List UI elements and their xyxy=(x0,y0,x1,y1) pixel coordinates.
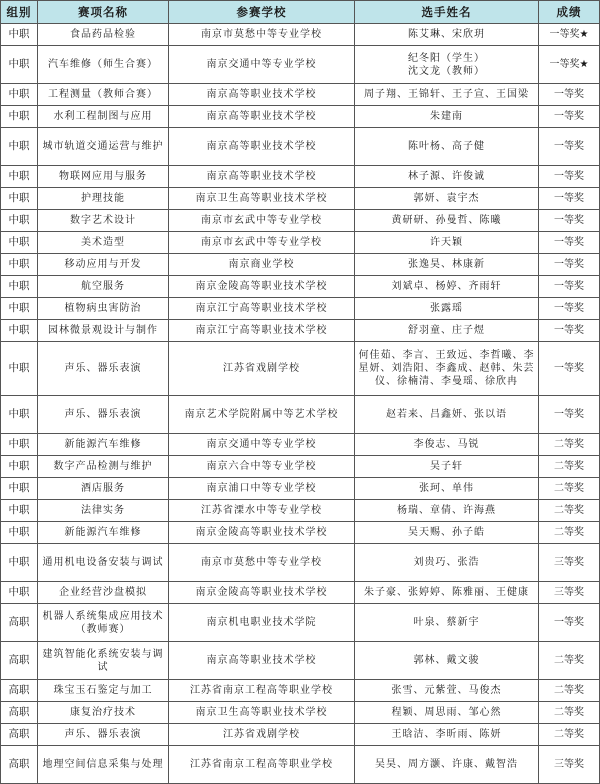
cell-award: 一等奖 xyxy=(539,396,600,434)
cell-players: 张逸昊、林康新 xyxy=(355,254,539,276)
table-row xyxy=(1,434,600,456)
table-row xyxy=(1,106,600,128)
cell-event: 珠宝玉石鉴定与加工 xyxy=(38,680,169,702)
cell-event: 新能源汽车维修 xyxy=(38,522,169,544)
cell-players: 何佳茹、李言、王致远、李哲曦、李星妍、刘浩阳、李鑫成、赵韩、朱芸仪、徐楠清、李曼瑶、徐欣冉 xyxy=(355,342,539,396)
cell-school: 南京高等职业技术学校 xyxy=(169,166,355,188)
cell-award: 一等奖 xyxy=(539,106,600,128)
cell-school: 南京机电职业技术学院 xyxy=(169,604,355,642)
cell-award: 二等奖 xyxy=(539,724,600,746)
cell-event: 数字产品检测与维护 xyxy=(38,456,169,478)
table-row xyxy=(1,456,600,478)
cell-school: 江苏省溧水中等专业学校 xyxy=(169,500,355,522)
cell-school: 南京浦口中等专业学校 xyxy=(169,478,355,500)
cell-event: 美术造型 xyxy=(38,232,169,254)
cell-school: 江苏省南京工程高等职业学校 xyxy=(169,746,355,784)
table-row xyxy=(1,342,600,396)
cell-school: 江苏省戏剧学校 xyxy=(169,342,355,396)
table-row xyxy=(1,84,600,106)
cell-award: 三等奖 xyxy=(539,746,600,784)
cell-award: 二等奖 xyxy=(539,680,600,702)
cell-award: 二等奖 xyxy=(539,456,600,478)
cell-school: 南京卫生高等职业技术学校 xyxy=(169,188,355,210)
table-row xyxy=(1,746,600,784)
cell-award: 二等奖 xyxy=(539,642,600,680)
cell-group: 中职 xyxy=(1,210,38,232)
table-row xyxy=(1,702,600,724)
cell-players: 陈艾琳、宋欣玥 xyxy=(355,24,539,46)
cell-group: 高职 xyxy=(1,642,38,680)
cell-players: 吴子轩 xyxy=(355,456,539,478)
cell-players: 吴昊、周方灏、许康、戴智浩 xyxy=(355,746,539,784)
cell-players: 赵若来、吕鑫妍、张以语 xyxy=(355,396,539,434)
cell-group: 高职 xyxy=(1,724,38,746)
cell-award: 二等奖 xyxy=(539,522,600,544)
cell-event: 声乐、器乐表演 xyxy=(38,342,169,396)
header-award: 成绩 xyxy=(539,1,600,24)
table-row xyxy=(1,188,600,210)
cell-school: 南京市玄武中等专业学校 xyxy=(169,232,355,254)
cell-award: 二等奖 xyxy=(539,478,600,500)
cell-event: 数字艺术设计 xyxy=(38,210,169,232)
cell-group: 中职 xyxy=(1,46,38,84)
cell-group: 中职 xyxy=(1,232,38,254)
cell-event: 园林微景观设计与制作 xyxy=(38,320,169,342)
table-row xyxy=(1,478,600,500)
table-row xyxy=(1,680,600,702)
cell-award: 一等奖 xyxy=(539,298,600,320)
cell-group: 中职 xyxy=(1,456,38,478)
cell-award: 一等奖★ xyxy=(539,46,600,84)
table-row xyxy=(1,724,600,746)
cell-event: 通用机电设备安装与调试 xyxy=(38,544,169,582)
cell-players: 张雪、元紫萱、马俊杰 xyxy=(355,680,539,702)
cell-award: 一等奖 xyxy=(539,342,600,396)
cell-event: 护理技能 xyxy=(38,188,169,210)
cell-players: 刘斌卓、杨婷、齐雨轩 xyxy=(355,276,539,298)
cell-award: 一等奖 xyxy=(539,128,600,166)
cell-school: 江苏省戏剧学校 xyxy=(169,724,355,746)
cell-group: 高职 xyxy=(1,702,38,724)
cell-school: 南京交通中等专业学校 xyxy=(169,46,355,84)
cell-school: 南京金陵高等职业技术学校 xyxy=(169,582,355,604)
cell-award: 一等奖 xyxy=(539,188,600,210)
table-row xyxy=(1,128,600,166)
cell-group: 中职 xyxy=(1,254,38,276)
cell-school: 南京金陵高等职业技术学校 xyxy=(169,276,355,298)
header-school: 参赛学校 xyxy=(169,1,355,24)
cell-group: 中职 xyxy=(1,500,38,522)
cell-event: 企业经营沙盘模拟 xyxy=(38,582,169,604)
cell-players: 叶泉、蔡新宇 xyxy=(355,604,539,642)
table-row xyxy=(1,46,600,84)
cell-award: 二等奖 xyxy=(539,500,600,522)
cell-award: 一等奖 xyxy=(539,232,600,254)
cell-school: 江苏省南京工程高等职业学校 xyxy=(169,680,355,702)
table-row xyxy=(1,254,600,276)
cell-players: 杨瑞、章倩、许海燕 xyxy=(355,500,539,522)
cell-group: 中职 xyxy=(1,128,38,166)
table-row xyxy=(1,582,600,604)
cell-school: 南京六合中等专业学校 xyxy=(169,456,355,478)
cell-school: 南京高等职业技术学校 xyxy=(169,642,355,680)
table-row xyxy=(1,232,600,254)
cell-group: 中职 xyxy=(1,582,38,604)
cell-group: 中职 xyxy=(1,434,38,456)
cell-school: 南京市玄武中等专业学校 xyxy=(169,210,355,232)
cell-players: 纪冬阳（学生） 沈文龙（教师） xyxy=(355,46,539,84)
cell-players: 张露瑶 xyxy=(355,298,539,320)
cell-school: 南京商业学校 xyxy=(169,254,355,276)
cell-school: 南京高等职业技术学校 xyxy=(169,106,355,128)
cell-event: 汽车维修（师生合赛） xyxy=(38,46,169,84)
cell-players: 吴天赐、孙子皓 xyxy=(355,522,539,544)
table-row xyxy=(1,604,600,642)
cell-players: 张珂、单伟 xyxy=(355,478,539,500)
cell-award: 一等奖 xyxy=(539,166,600,188)
cell-players: 程颖、周思雨、邹心然 xyxy=(355,702,539,724)
cell-players: 王晗洁、李昕雨、陈妍 xyxy=(355,724,539,746)
table-row xyxy=(1,276,600,298)
cell-group: 中职 xyxy=(1,84,38,106)
cell-school: 南京江宁高等职业技术学校 xyxy=(169,298,355,320)
cell-event: 食品药品检验 xyxy=(38,24,169,46)
cell-group: 高职 xyxy=(1,604,38,642)
cell-school: 南京金陵高等职业技术学校 xyxy=(169,522,355,544)
cell-event: 新能源汽车维修 xyxy=(38,434,169,456)
cell-group: 中职 xyxy=(1,342,38,396)
cell-group: 高职 xyxy=(1,746,38,784)
cell-event: 水利工程制图与应用 xyxy=(38,106,169,128)
cell-players: 朱建南 xyxy=(355,106,539,128)
cell-players: 舒羽童、庄子煜 xyxy=(355,320,539,342)
cell-award: 一等奖★ xyxy=(539,24,600,46)
table-row xyxy=(1,320,600,342)
cell-award: 一等奖 xyxy=(539,210,600,232)
cell-group: 中职 xyxy=(1,522,38,544)
cell-event: 建筑智能化系统安装与调试 xyxy=(38,642,169,680)
cell-players: 郭妍、袁宇杰 xyxy=(355,188,539,210)
cell-school: 南京江宁高等职业技术学校 xyxy=(169,320,355,342)
cell-group: 中职 xyxy=(1,396,38,434)
cell-players: 朱子豪、张婷婷、陈雅丽、王健康 xyxy=(355,582,539,604)
cell-players: 陈叶杨、高子健 xyxy=(355,128,539,166)
cell-group: 中职 xyxy=(1,298,38,320)
cell-players: 刘贵巧、张浩 xyxy=(355,544,539,582)
cell-school: 南京高等职业技术学校 xyxy=(169,84,355,106)
cell-school: 南京市莫愁中等专业学校 xyxy=(169,24,355,46)
cell-school: 南京交通中等专业学校 xyxy=(169,434,355,456)
cell-event: 植物病虫害防治 xyxy=(38,298,169,320)
cell-group: 中职 xyxy=(1,276,38,298)
cell-group: 中职 xyxy=(1,188,38,210)
cell-school: 南京市莫愁中等专业学校 xyxy=(169,544,355,582)
cell-award: 三等奖 xyxy=(539,582,600,604)
table-row xyxy=(1,544,600,582)
header-row xyxy=(1,1,600,24)
table-body xyxy=(1,24,600,784)
cell-award: 一等奖 xyxy=(539,84,600,106)
cell-group: 中职 xyxy=(1,544,38,582)
cell-event: 航空服务 xyxy=(38,276,169,298)
cell-school: 南京卫生高等职业技术学校 xyxy=(169,702,355,724)
cell-group: 高职 xyxy=(1,680,38,702)
header-group: 组别 xyxy=(1,1,38,24)
cell-group: 中职 xyxy=(1,320,38,342)
cell-group: 中职 xyxy=(1,24,38,46)
cell-school: 南京高等职业技术学校 xyxy=(169,128,355,166)
cell-players: 周子翔、王锦轩、王子宣、王国梁 xyxy=(355,84,539,106)
table-row xyxy=(1,396,600,434)
cell-event: 移动应用与开发 xyxy=(38,254,169,276)
cell-event: 声乐、器乐表演 xyxy=(38,724,169,746)
cell-players: 李俊志、马锐 xyxy=(355,434,539,456)
cell-school: 南京艺术学院附属中等艺术学校 xyxy=(169,396,355,434)
cell-players: 许天颖 xyxy=(355,232,539,254)
table-row xyxy=(1,642,600,680)
table-row xyxy=(1,298,600,320)
cell-award: 三等奖 xyxy=(539,544,600,582)
cell-event: 地理空间信息采集与处理 xyxy=(38,746,169,784)
table-row xyxy=(1,210,600,232)
cell-award: 一等奖 xyxy=(539,320,600,342)
cell-award: 二等奖 xyxy=(539,434,600,456)
cell-event: 城市轨道交通运营与维护 xyxy=(38,128,169,166)
cell-event: 康复治疗技术 xyxy=(38,702,169,724)
header-event: 赛项名称 xyxy=(38,1,169,24)
cell-event: 机器人系统集成应用技术（教师赛） xyxy=(38,604,169,642)
cell-players: 林子源、许俊诚 xyxy=(355,166,539,188)
cell-group: 中职 xyxy=(1,106,38,128)
cell-award: 二等奖 xyxy=(539,702,600,724)
cell-award: 一等奖 xyxy=(539,276,600,298)
cell-group: 中职 xyxy=(1,166,38,188)
cell-award: 一等奖 xyxy=(539,254,600,276)
cell-group: 中职 xyxy=(1,478,38,500)
cell-event: 工程测量（教师合赛） xyxy=(38,84,169,106)
cell-event: 声乐、器乐表演 xyxy=(38,396,169,434)
table-row xyxy=(1,522,600,544)
table-row xyxy=(1,500,600,522)
header-players: 选手姓名 xyxy=(355,1,539,24)
table-row xyxy=(1,24,600,46)
cell-event: 物联网应用与服务 xyxy=(38,166,169,188)
cell-award: 一等奖 xyxy=(539,604,600,642)
cell-event: 酒店服务 xyxy=(38,478,169,500)
cell-players: 黄研研、孙曼哲、陈曦 xyxy=(355,210,539,232)
cell-event: 法律实务 xyxy=(38,500,169,522)
cell-players: 郭林、戴文骏 xyxy=(355,642,539,680)
table-row xyxy=(1,166,600,188)
